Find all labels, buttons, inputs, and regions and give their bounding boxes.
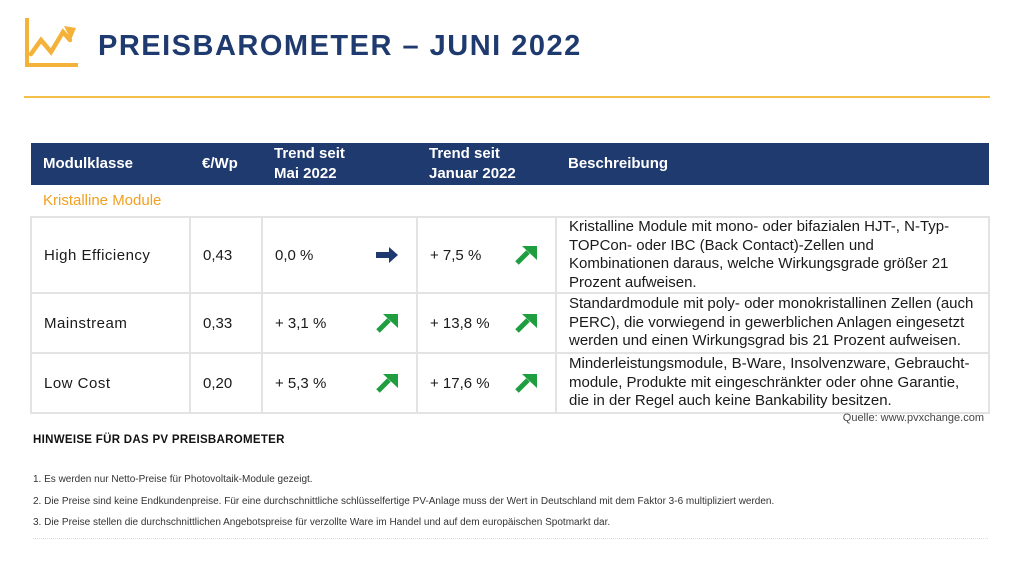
trend-january-value: + 17,6 %: [430, 374, 490, 392]
price-cell: 0,20: [190, 353, 262, 413]
column-header-modulklasse: Modulklasse: [31, 143, 190, 185]
description-cell: Minderleistungsmodule, B-Ware, Insolvenzware, Gebraucht-module, Produkte mit eingeschränkter oder ohne Garantie, die in der Regel auch keine Bankability besitzen.: [556, 353, 989, 413]
arrow-up-right-icon: [513, 312, 539, 334]
price-trend-logo-icon: [24, 18, 78, 68]
trend-january-cell: [417, 217, 556, 293]
source-credit: Quelle: www.pvxchange.com: [842, 412, 984, 424]
arrow-up-right-icon: [513, 244, 539, 266]
trend-january-cell: [417, 293, 556, 353]
price-cell: 0,33: [190, 293, 262, 353]
module-class-cell: Mainstream: [31, 293, 190, 353]
trend-january-value: + 13,8 %: [430, 314, 490, 332]
note-item: 3. Die Preise stellen die durchschnittlichen Angebotspreise für verzollte Ware im Handel und auf dem europäischen Spotmarkt dar.: [33, 517, 611, 528]
note-item: 2. Die Preise sind keine Endkundenpreise. Für eine durchschnittliche schlüsselfertige PV-Anlage muss der Wert in Deutschland mit dem Faktor 3-6 multipliziert werden.: [33, 496, 775, 507]
price-table: [30, 143, 990, 414]
title-divider: [24, 96, 990, 98]
trend-may-cell: [262, 217, 417, 293]
trend-may-value: + 5,3 %: [275, 374, 327, 392]
trend-may-value: 0,0 %: [275, 246, 314, 264]
arrow-up-right-icon: [513, 372, 539, 394]
trend-may-cell: [262, 293, 417, 353]
table-row: [31, 353, 989, 413]
trend-may-cell: [262, 353, 417, 413]
footer-divider: [33, 538, 988, 539]
notes-heading: HINWEISE FÜR DAS PV PREISBAROMETER: [33, 434, 285, 446]
section-row: [31, 185, 989, 217]
arrow-up-right-icon: [374, 372, 400, 394]
table-header-row: [31, 143, 989, 185]
column-header-trend-january: Trend seit Januar 2022: [417, 143, 556, 185]
section-label: Kristalline Module: [31, 185, 989, 217]
trend-january-cell: [417, 353, 556, 413]
arrow-up-right-icon: [374, 312, 400, 334]
column-header-price: €/Wp: [190, 143, 262, 185]
arrow-right-icon: [374, 244, 400, 266]
column-header-trend-may: Trend seit Mai 2022: [262, 143, 417, 185]
table-row: [31, 293, 989, 353]
trend-may-value: + 3,1 %: [275, 314, 327, 332]
note-item: 1. Es werden nur Netto-Preise für Photovoltaik-Module gezeigt.: [33, 474, 313, 485]
price-cell: 0,43: [190, 217, 262, 293]
page-title: PREISBAROMETER – JUNI 2022: [98, 30, 582, 62]
module-class-cell: Low Cost: [31, 353, 190, 413]
column-header-description: Beschreibung: [556, 143, 989, 185]
description-cell: Kristalline Module mit mono- oder bifazialen HJT-, N-Typ-TOPCon- oder IBC (Back Contact)-Zellen und Kombinationen daraus, welche Wirkungsgrade größer 21 Prozent aufweisen.: [556, 217, 989, 293]
description-cell: Standardmodule mit poly- oder monokristallinen Zellen (auch PERC), die vorwiegend in gewerblichen Anlagen eingesetzt werden und einen Wirkungsgrad bis 21 Prozent aufweisen.: [556, 293, 989, 353]
table-row: [31, 217, 989, 293]
module-class-cell: High Efficiency: [31, 217, 190, 293]
trend-january-value: + 7,5 %: [430, 246, 482, 264]
